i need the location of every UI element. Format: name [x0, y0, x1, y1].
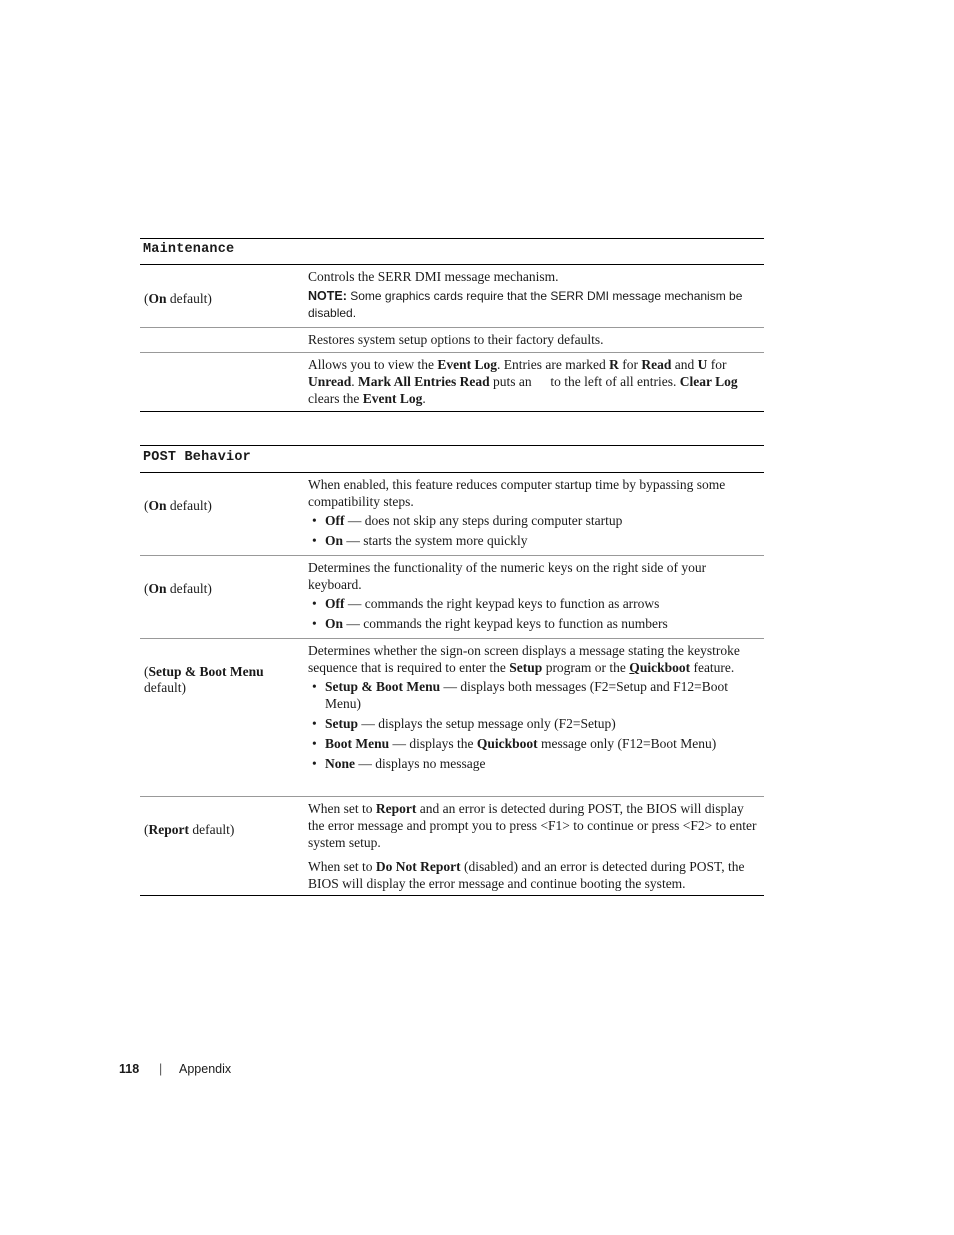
defaults-description: Restores system setup options to their factory defaults. [308, 332, 604, 347]
post-hotkeys-default: (Setup & Boot Menu default) [144, 664, 264, 695]
defaults-row [140, 328, 764, 353]
fast-boot-default: (On default) [144, 498, 212, 513]
maintenance-table [140, 238, 764, 412]
event-log-description: Allows you to view the Event Log. Entries are marked R for Read and U for Unread. Mark All Entries Read puts an to the left of all entries. Clear Log clears the Event Log. [308, 357, 738, 406]
serr-note: NOTE: Some graphics cards require that the SERR DMI message mechanism be disabled. [308, 289, 743, 320]
list-item: • Boot Menu — displays the Quickboot message only (F12=Boot Menu) [308, 735, 763, 752]
post-behavior-title: POST Behavior [143, 450, 251, 465]
list-item: • On — starts the system more quickly [308, 532, 763, 549]
fast-boot-row [140, 473, 764, 556]
numlock-row [140, 556, 764, 639]
maintenance-header [140, 238, 764, 265]
footer-separator: | [159, 1062, 163, 1076]
page-footer [119, 1062, 232, 1076]
post-behavior-header [140, 445, 764, 473]
list-item: • Setup — displays the setup message only (F2=Setup) [308, 715, 763, 732]
list-item: • Off — does not skip any steps during computer startup [308, 512, 763, 529]
event-log-row [140, 353, 764, 412]
keyboard-errors-row [140, 797, 764, 896]
post-hotkeys-description: Determines whether the sign-on screen displays a message stating the keystroke sequence that is required to enter the Setup program or the Quickboot feature. • Setup & Boot Menu — displays both messages (F2=Setup and F12=Boot Menu) • Setup — displays the setup message only (F2=Setup) • Boot Menu — displays the Quickboot message only (F12=Boot Menu) • None — displays no message [308, 639, 763, 779]
page-number: 118 [119, 1062, 140, 1076]
fast-boot-description: When enabled, this feature reduces computer startup time by bypassing some compatibility steps. • Off — does not skip any steps during computer startup • On — starts the system more quickly [308, 473, 763, 556]
list-item: • None — displays no message [308, 755, 763, 772]
numlock-default: (On default) [144, 581, 212, 596]
list-item: • On — commands the right keypad keys to function as numbers [308, 615, 763, 632]
numlock-description: Determines the functionality of the numeric keys on the right side of your keyboard. • Off — commands the right keypad keys to function as arrows • On — commands the right keypad keys to function as numbers [308, 556, 763, 639]
keyboard-errors-description: When set to Report and an error is detected during POST, the BIOS will display the error message and prompt you to press <F1> to continue or press <F2> to enter system setup. When set to Do Not Report (disabled) and an error is detected during POST, the BIOS will display the error message and continue booting the system. [308, 801, 757, 891]
serr-default: (On default) [144, 291, 212, 306]
serr-description: Controls the SERR DMI message mechanism. NOTE: Some graphics cards require that the SERR DMI message mechanism be disabled. [308, 265, 763, 326]
keyboard-errors-default: (Report default) [144, 822, 235, 837]
section-name: Appendix [179, 1062, 232, 1076]
maintenance-title: Maintenance [143, 242, 235, 257]
serr-row [140, 265, 764, 328]
list-item: • Off — commands the right keypad keys to function as arrows [308, 595, 763, 612]
post-behavior-table [140, 445, 764, 896]
list-item: • Setup & Boot Menu — displays both messages (F2=Setup and F12=Boot Menu) [308, 678, 763, 712]
post-hotkeys-row [140, 639, 764, 797]
